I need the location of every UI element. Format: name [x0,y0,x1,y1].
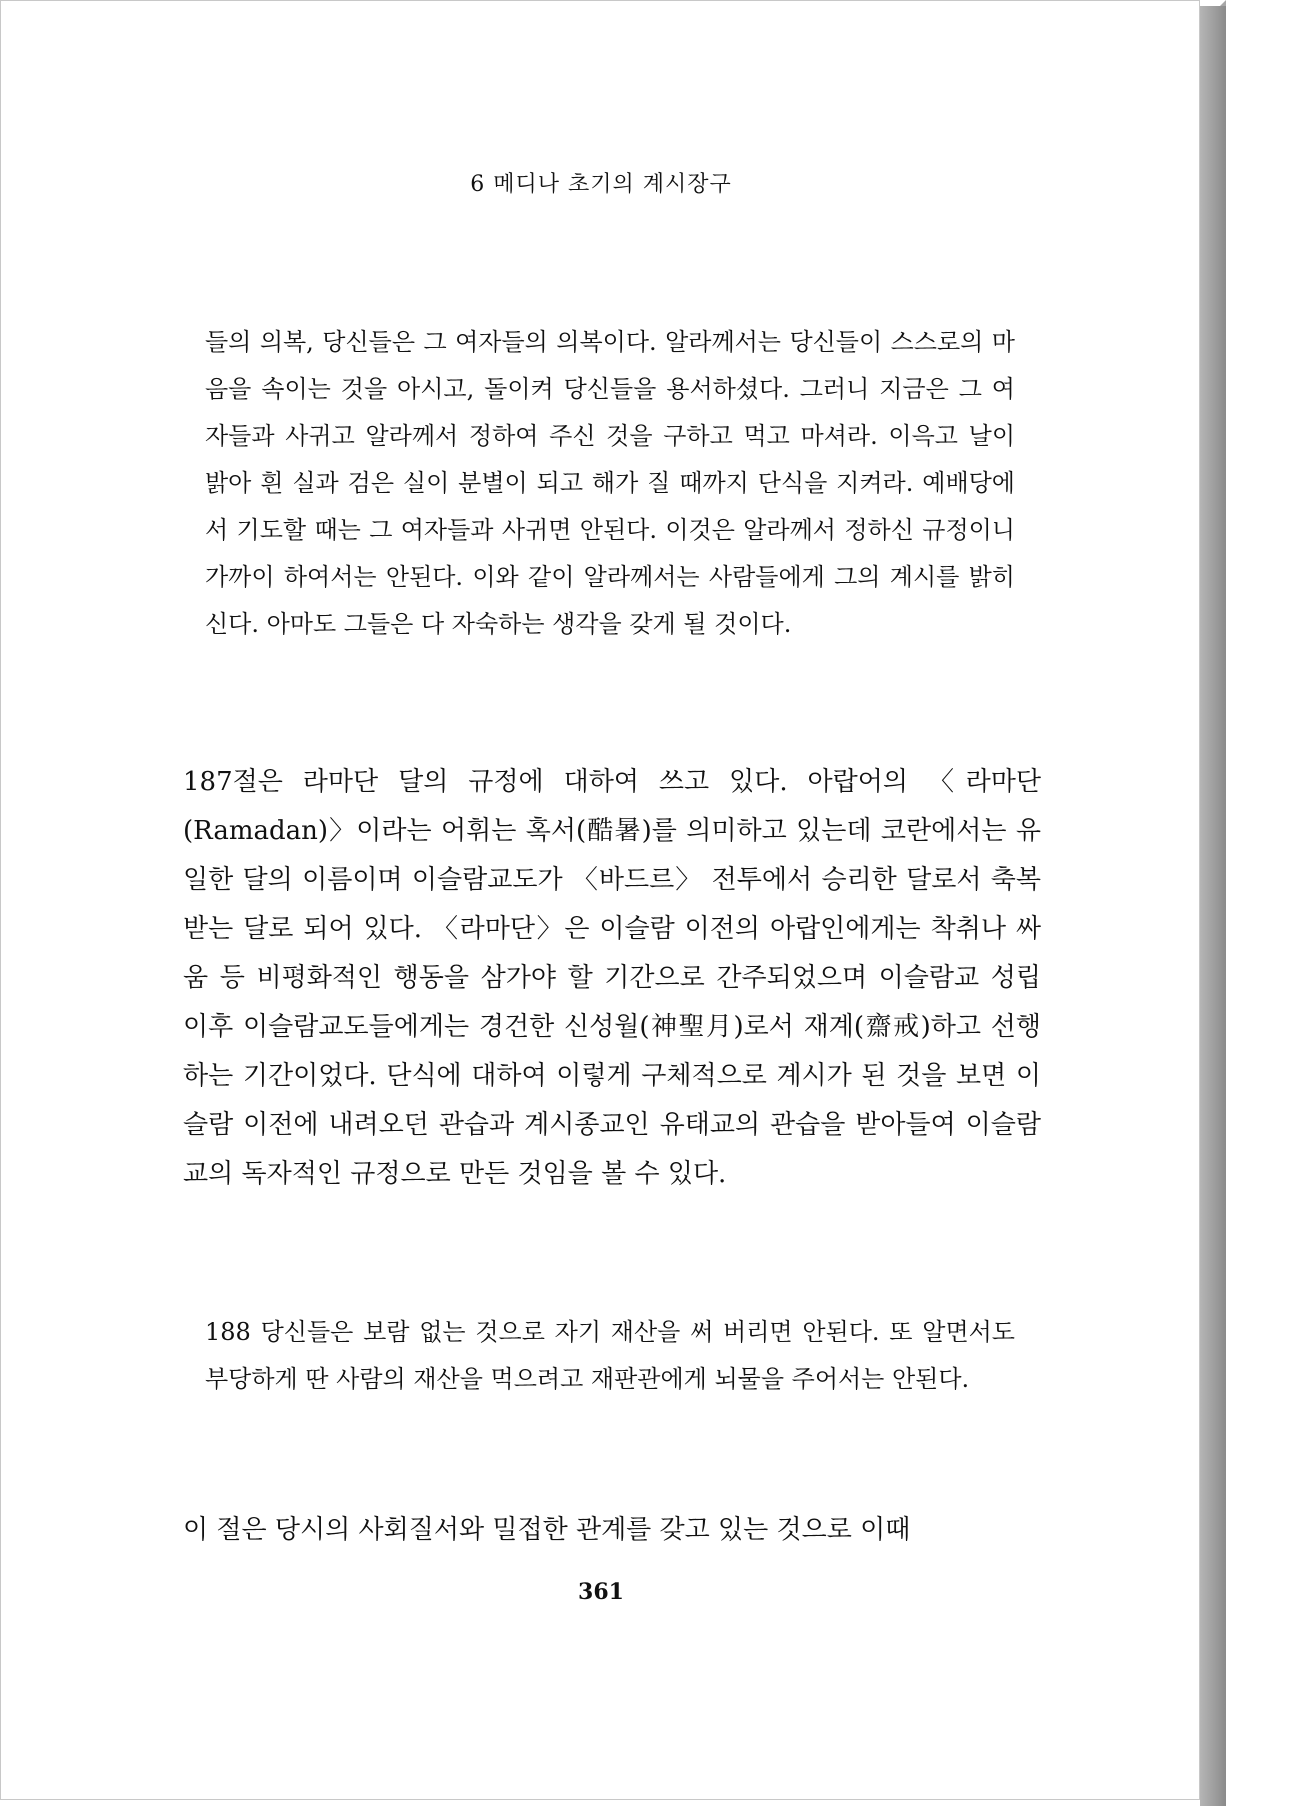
running-head: 6 메디나 초기의 계시장구 [470,172,732,197]
page-edge-shadow [1200,6,1226,1806]
quote-paragraph-2: 188 당신들은 보람 없는 것으로 자기 재산을 써 버리면 안된다. 또 알면서도 부당하게 딴 사람의 재산을 먹으려고 재판관에게 뇌물을 주어서는 안된다. [205,1318,1015,1393]
body-paragraph-1: 187절은 라마단 달의 규정에 대하여 쓰고 있다. 아랍어의 〈라마단(Ramadan)〉이라는 어휘는 혹서(酷暑)를 의미하고 있는데 코란에서는 유일한 달의 이름이며 이슬람교도가 〈바드르〉 전투에서 승리한 달로서 축복받는 달로 되어 있다. 〈라마단〉은 이슬람 이전의 아랍인에게는 착취나 싸움 등 비평화적인 행동을 삼가야 할 기간으로 간주되었으며 이슬람교 성립 이후 이슬람교도들에게는 경건한 신성월(神聖月)로서 재계(齋戒)하고 선행하는 기간이었다. 단식에 대하여 이렇게 구체적으로 계시가 된 것을 보면 이슬람 이전에 내려오던 관습과 계시종교인 유태교의 관습을 받아들여 이슬람교의 독자적인 규정으로 만든 것임을 볼 수 있다. [183,767,1041,1189]
body-paragraph-2: 이 절은 당시의 사회질서와 밀접한 관계를 갖고 있는 것으로 이때 [183,1515,911,1545]
page-number: 361 [578,1579,624,1605]
quote-paragraph-1: 들의 의복, 당신들은 그 여자들의 의복이다. 알라께서는 당신들이 스스로의 마음을 속이는 것을 아시고, 돌이켜 당신들을 용서하셨다. 그러니 지금은 그 여자들과 사귀고 알라께서 정하여 주신 것을 구하고 먹고 마셔라. 이윽고 날이 밝아 흰 실과 검은 실이 분별이 되고 해가 질 때까지 단식을 지켜라. 예배당에서 기도할 때는 그 여자들과 사귀면 안된다. 이것은 알라께서 정하신 규정이니 가까이 하여서는 안된다. 이와 같이 알라께서는 사람들에게 그의 계시를 밝히신다. 아마도 그들은 다 자숙하는 생각을 갖게 될 것이다. [205,328,1015,638]
